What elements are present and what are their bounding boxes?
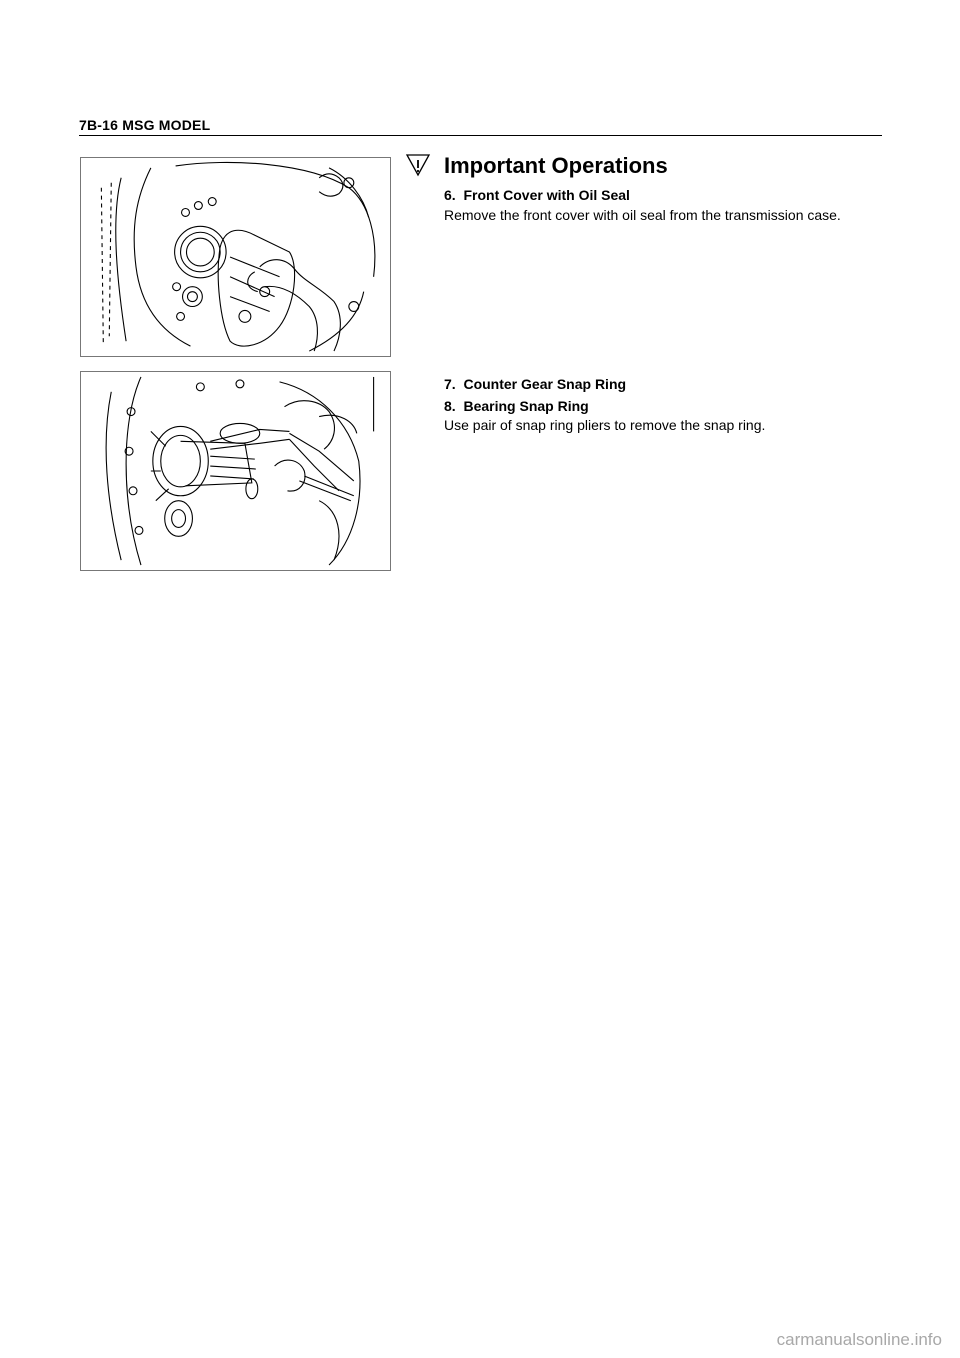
section-title: Important Operations	[444, 153, 668, 178]
step-6-text: Remove the front cover with oil seal from the transmission case.	[444, 207, 841, 223]
step-8-title	[444, 398, 589, 414]
step-8-text: Use pair of snap ring pliers to remove the snap ring.	[444, 417, 766, 433]
step-number: 7.	[444, 376, 456, 392]
step-7-title	[444, 376, 626, 392]
snap-ring-pliers-illustration	[81, 372, 390, 570]
header-divider	[79, 135, 882, 136]
step-title-text: Front Cover with Oil Seal	[463, 187, 630, 203]
step-6-title	[444, 187, 630, 203]
watermark: carmanualsonline.info	[776, 1330, 942, 1349]
step-number: 8.	[444, 398, 456, 414]
warning-triangle-icon	[405, 153, 431, 177]
step-number: 6.	[444, 187, 456, 203]
figure-snap-ring-removal	[80, 371, 391, 571]
step-title-text: Counter Gear Snap Ring	[463, 376, 627, 392]
front-cover-illustration	[81, 158, 390, 356]
page-header-title: 7B-16 MSG MODEL	[79, 117, 211, 133]
figure-front-cover-removal	[80, 157, 391, 357]
step-title-text: Bearing Snap Ring	[463, 398, 589, 414]
